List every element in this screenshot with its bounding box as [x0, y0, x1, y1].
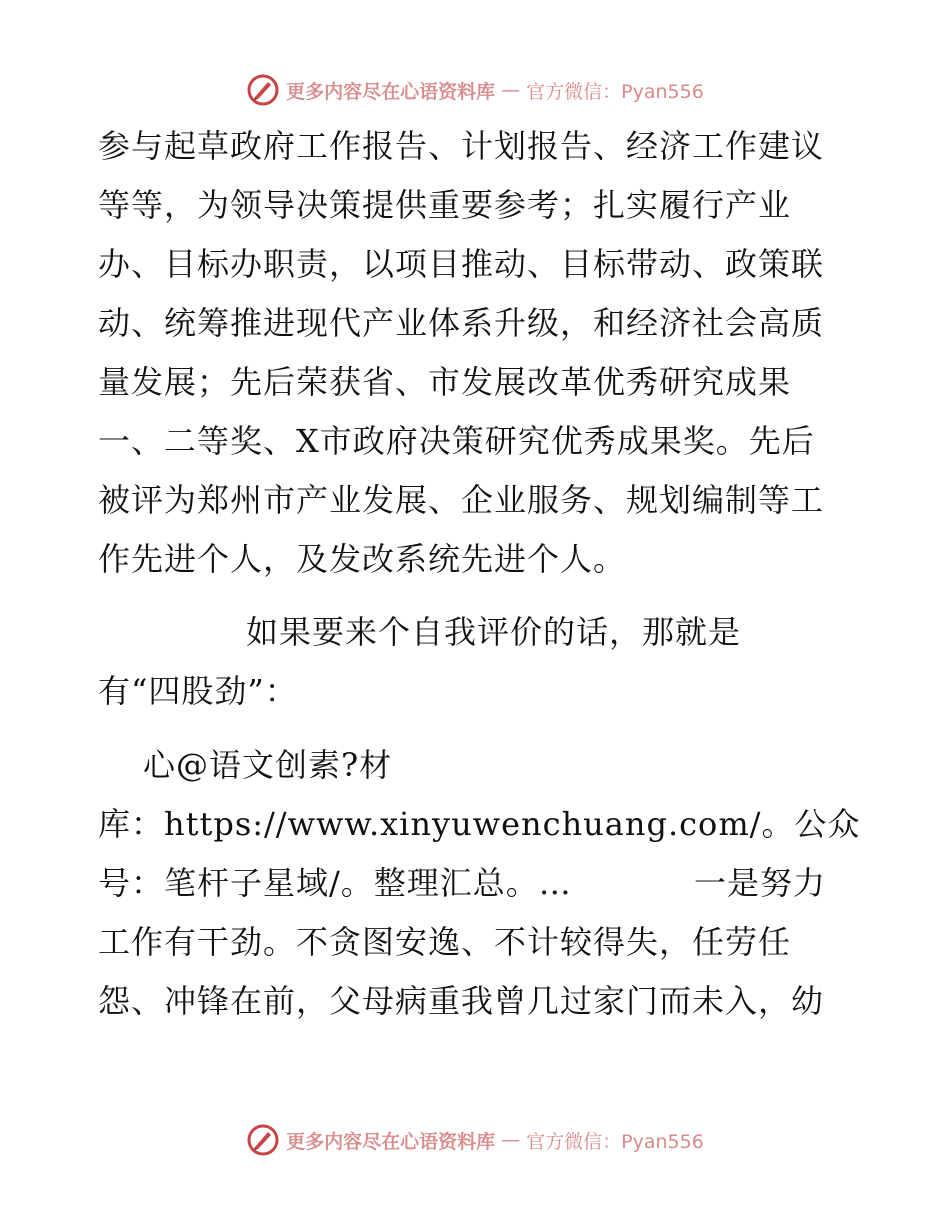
body-line: 工作有干劲。不贪图安逸、不计较得失，任劳任 — [98, 923, 792, 961]
body-line: 参与起草政府工作报告、计划报告、经济工作建议 — [98, 127, 825, 165]
footer-watermark — [0, 1120, 950, 1160]
body-line: 心@语文创素?材 — [143, 746, 393, 784]
body-line: 一是努力 — [694, 864, 827, 902]
body-line: 有“四股劲”： — [98, 672, 298, 710]
watermark-separator: — — [501, 1129, 521, 1151]
watermark-title: 更多内容尽在心语资料库 — [286, 80, 496, 103]
quill-pen-logo-icon — [246, 73, 280, 107]
body-line: 量发展；先后荣获省、市发展改革优秀研究成果 — [98, 363, 792, 401]
body-line: 如果要来个自我评价的话，那就是 — [246, 613, 742, 651]
quill-pen-logo-icon — [246, 1123, 280, 1157]
body-line: 怨、冲锋在前，父母病重我曾几过家门而未入，幼 — [98, 982, 825, 1020]
header-watermark — [0, 70, 950, 110]
watermark-contact: 官方微信：Pyan556 — [526, 80, 704, 103]
watermark-title: 更多内容尽在心语资料库 — [286, 1130, 496, 1153]
watermark-contact: 官方微信：Pyan556 — [526, 1130, 704, 1153]
body-line: 动、统筹推进现代产业体系升级，和经济社会高质 — [98, 304, 825, 342]
body-line: 号：笔杆子星域/。整理汇总。… — [98, 864, 572, 902]
body-line: 作先进个人，及发改系统先进个人。 — [98, 540, 627, 578]
body-line: 库：https://www.xinyuwenchuang.com/。公众 — [98, 805, 861, 843]
body-line: 被评为郑州市产业发展、企业服务、规划编制等工 — [98, 481, 825, 519]
body-line: 办、目标办职责，以项目推动、目标带动、政策联 — [98, 245, 825, 283]
watermark-separator: — — [501, 79, 521, 101]
body-line: 等等，为领导决策提供重要参考；扎实履行产业 — [98, 186, 792, 224]
body-line: 一、二等奖、X市政府决策研究优秀成果奖。先后 — [98, 422, 815, 460]
